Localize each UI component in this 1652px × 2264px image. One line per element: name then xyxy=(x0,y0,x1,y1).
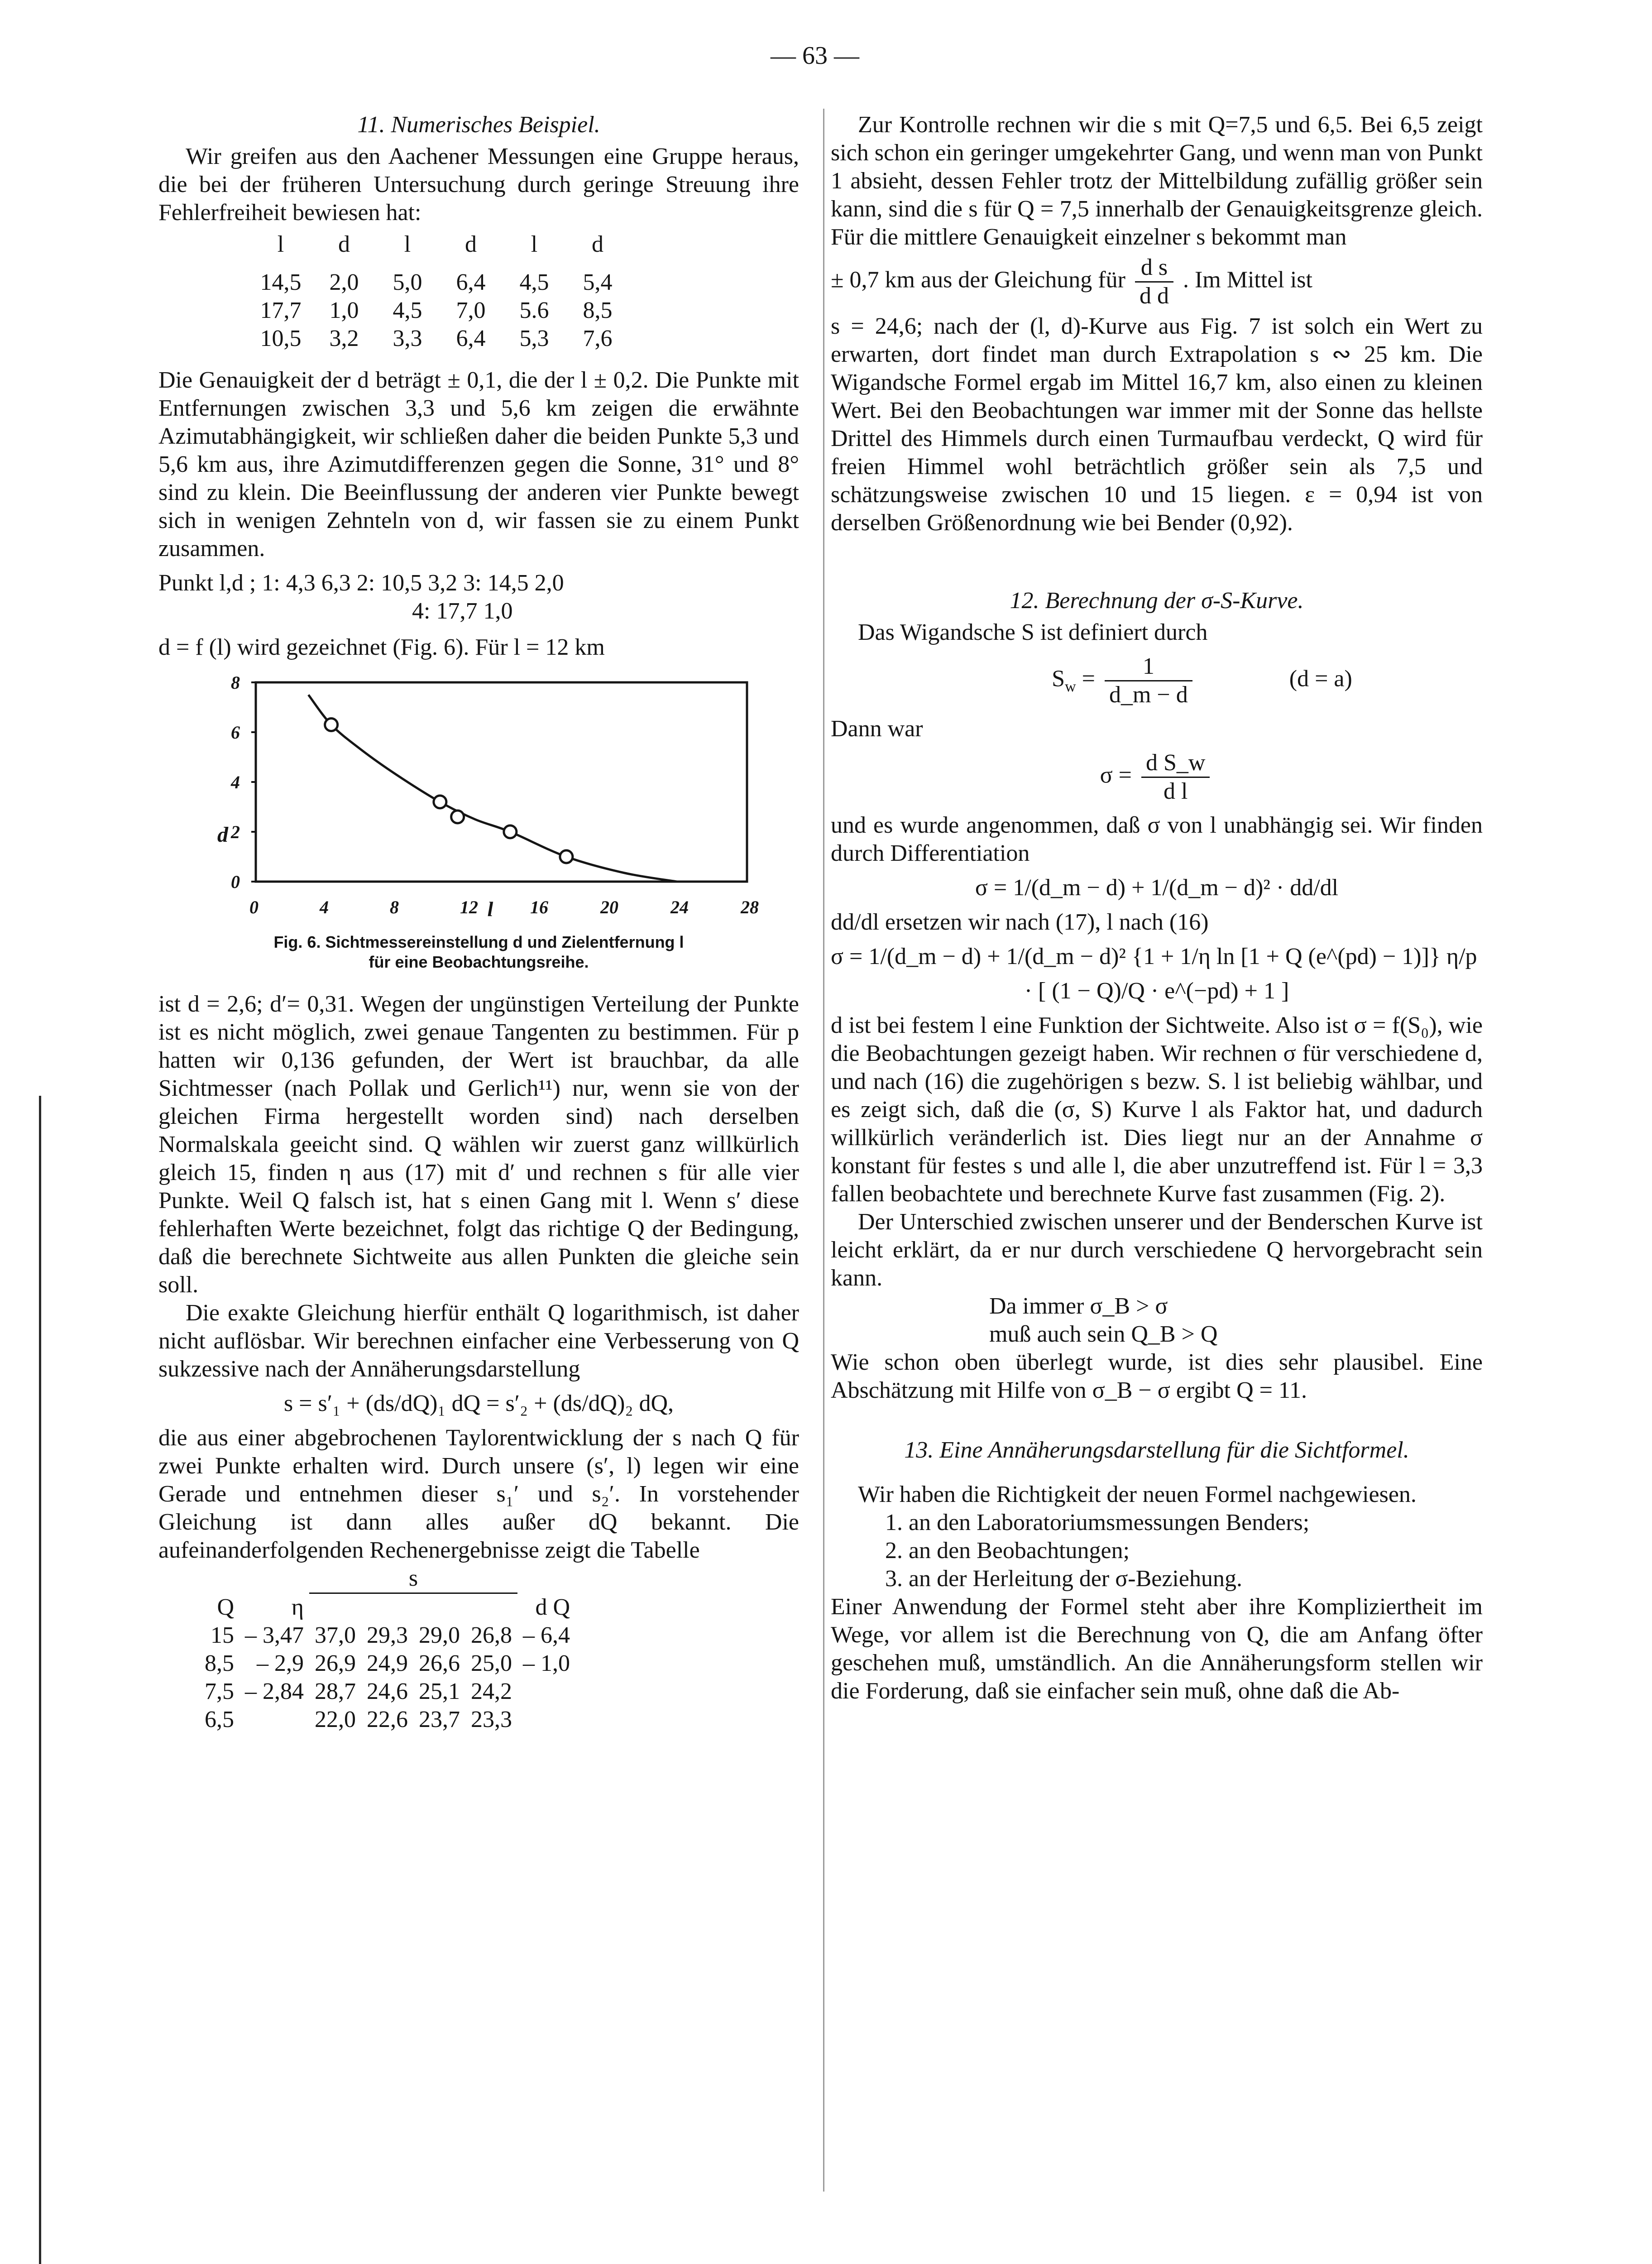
list-item: 1. an den Laboratoriumsmessungen Benders; xyxy=(885,1510,1310,1535)
paragraph: Wie schon oben überlegt wurde, ist dies sehr plausibel. Eine Abschätzung mit Hilfe von σ_B − σ ergibt Q = 11. xyxy=(831,1349,1483,1403)
page-number: — 63 — xyxy=(771,42,859,70)
paragraph: Der Unterschied zwischen unserer und der Benderschen Kurve ist leicht erklärt, da er nur durch verschiedene Q hervorgebracht sein kann. xyxy=(831,1209,1483,1291)
x-tick-label: 8 xyxy=(390,897,399,917)
table-cell: 5,0 xyxy=(393,269,422,295)
table-cell: 4,5 xyxy=(393,297,422,323)
table-cell: 28,7 xyxy=(315,1678,356,1704)
fraction-denominator: d d xyxy=(1139,283,1169,309)
paragraph: Die Genauigkeit der d beträgt ± 0,1, die der l ± 0,2. Die Punkte mit Entfernungen zwischen 3,3 und 5,6 km zeigen die erwähnte Azimutabhängigkeit, wir schließen daher die beiden Punkte 5,3 und 5,6 km aus, ihre Azimutdifferenzen gegen die Sonne, 31° und 8° sind zu klein. Die Beeinflussung der anderen vier Punkte bewegt sich in wenigen Zehnteln von d, wir fassen sie zu einem Punkt zusammen. xyxy=(158,367,799,561)
table-header: d xyxy=(592,231,603,257)
paragraph: die aus einer abgebrochenen Taylorentwicklung der s nach Q für zwei Punkte erhalten wird. Durch unsere (s′, l) legen wir eine Gerade und entnehmen dieser s₁′ und s₂′. In vorstehender Gleichung ist dann alles außer dQ bekannt. Die aufeinanderfolgenden Rechenergebnisse zeigt die Tabelle xyxy=(158,1425,799,1563)
table-cell: – 2,84 xyxy=(245,1678,304,1704)
table-cell: 17,7 xyxy=(260,297,302,323)
table-cell: 24,9 xyxy=(367,1650,408,1676)
paragraph: d ist bei festem l eine Funktion der Sichtweite. Also ist σ = f(S₀), wie die Beobachtungen gezeigt haben. Wir rechnen σ für verschiedene d, und nach (16) die zugehörigen s bezw. S. l ist beliebig wählbar, und es zeigt sich, daß die (σ, S) Kurve l als Faktor hat, und dadurch willkürlich veränderlich ist. Dies liegt nur an der Annahme σ konstant für festes s und alle l, die aber unzutreffend ist. Für l = 3,3 fallen beobachtete und berechnete Kurve fast zusammen (Fig. 2). xyxy=(831,1012,1483,1207)
figure-caption xyxy=(158,932,799,972)
table-row xyxy=(199,1621,575,1650)
equation-line: Da immer σ_B > σ xyxy=(989,1293,1168,1319)
paragraph: Wir greifen aus den Aachener Messungen eine Gruppe heraus, die bei der früheren Untersuchung durch geringe Streuung ihre Fehlerfreiheit bewiesen hat: xyxy=(158,144,799,225)
x-tick-label: 28 xyxy=(741,897,759,917)
scan-edge xyxy=(39,1096,41,2264)
equation-sigma-full-2: · [ (1 − Q)/Q · e^(−pd) + 1 ] xyxy=(1024,978,1289,1004)
table-header: d xyxy=(465,231,477,257)
table-cell xyxy=(517,1706,575,1734)
x-tick-label: 20 xyxy=(600,897,618,917)
table-header: l xyxy=(404,231,411,257)
paragraph: Wir haben die Richtigkeit der neuen Formel nachgewiesen. xyxy=(858,1482,1417,1507)
table-header: η xyxy=(291,1594,304,1620)
table-cell: 29,3 xyxy=(367,1622,408,1648)
table-cell: 24,2 xyxy=(471,1678,512,1704)
paragraph: d = f (l) wird gezeichnet (Fig. 6). Für l = 12 km xyxy=(158,634,605,660)
table-cell: 15 xyxy=(211,1622,234,1648)
table-cell: 29,0 xyxy=(419,1622,460,1648)
table-cell: 25,1 xyxy=(419,1678,460,1704)
table-header-row xyxy=(199,1593,575,1621)
table-cell: – 2,9 xyxy=(257,1650,304,1676)
table-cell: – 6,4 xyxy=(523,1622,570,1648)
table-cell: 7,5 xyxy=(205,1678,234,1704)
data-point xyxy=(504,825,517,838)
paragraph: Das Wigandsche S ist definiert durch xyxy=(858,619,1208,645)
fraction-numerator: 1 xyxy=(1105,653,1192,681)
table-cell: 3,2 xyxy=(329,326,359,351)
fraction xyxy=(1105,653,1192,709)
y-tick-label: 0 xyxy=(231,872,240,892)
data-point xyxy=(560,850,573,863)
table-cell: 6,4 xyxy=(456,269,486,295)
table-row xyxy=(249,269,629,297)
column-divider xyxy=(823,109,824,2192)
table-cell: 8,5 xyxy=(205,1650,234,1676)
eq-note: (d = a) xyxy=(1289,666,1352,692)
table-row xyxy=(199,1706,575,1734)
table-cell: – 3,47 xyxy=(245,1622,304,1648)
plot-frame xyxy=(256,682,747,882)
section-13-title: 13. Eine Annäherungsdarstellung für die Sichtformel. xyxy=(904,1437,1409,1463)
table-cell: 26,8 xyxy=(471,1622,512,1648)
point-list-line: Punkt l,d ; 1: 4,3 6,3 2: 10,5 3,2 3: 14,5 2,0 xyxy=(158,570,564,596)
table-row xyxy=(199,1678,575,1706)
column-group-header: s xyxy=(309,1564,517,1593)
table-header: l xyxy=(277,231,284,257)
equation-sigma: σ = $\frac{\text{d S\_w}}{\text{d l}}$ xyxy=(831,749,1483,805)
table-cell: 5,3 xyxy=(519,326,549,351)
table-cell: 14,5 xyxy=(260,269,302,295)
results-table xyxy=(199,1564,575,1734)
x-tick-label: 24 xyxy=(670,897,689,917)
table-cell: 4,5 xyxy=(519,269,549,295)
table-cell xyxy=(517,1678,575,1706)
eq-subscript: w xyxy=(1065,678,1076,695)
table-cell: 10,5 xyxy=(260,326,302,351)
x-tick-label: 12 xyxy=(460,897,478,917)
table-header: d Q xyxy=(535,1594,570,1620)
table-cell: 5,4 xyxy=(583,269,613,295)
equation-line: muß auch sein Q_B > Q xyxy=(989,1321,1218,1347)
y-tick-label: 4 xyxy=(231,772,240,792)
caption-line: für eine Beobachtungsreihe. xyxy=(369,953,589,971)
paragraph: Einer Anwendung der Formel steht aber ihre Kompliziertheit im Wege, vor allem ist die Berechnung von Q, die am Anfang öfter geschehen muß, umständlich. An die Annäherungsform stellen wir die Forderung, daß sie einfacher sein muß, ohne daß die Ab- xyxy=(831,1594,1483,1704)
x-tick-label: 16 xyxy=(530,897,548,917)
equation-sigma-full: σ = 1/(d_m − d) + 1/(d_m − d)² {1 + 1/η ln [1 + Q (e^(pd) − 1)]} η/p xyxy=(831,944,1477,969)
table-row xyxy=(199,1650,575,1678)
table-row xyxy=(249,325,629,353)
text-span: ± 0,7 km aus der Gleichung für xyxy=(831,267,1125,293)
section-11-title: 11. Numerisches Beispiel. xyxy=(357,112,600,138)
table-header: d xyxy=(338,231,350,257)
table-header-row xyxy=(249,230,629,259)
table-header: Q xyxy=(217,1594,234,1620)
x-tick-label: 0 xyxy=(249,897,259,917)
y-axis-label: d xyxy=(217,823,228,847)
y-tick-label: 2 xyxy=(231,822,240,842)
figure-6 xyxy=(158,664,799,927)
table-header: l xyxy=(531,231,538,257)
fraction-denominator: d l xyxy=(1163,778,1188,804)
data-point xyxy=(451,811,464,823)
table-cell: 6,4 xyxy=(456,326,486,351)
paragraph: dd/dl ersetzen wir nach (17), l nach (16) xyxy=(831,909,1209,935)
y-tick-label: 8 xyxy=(231,672,240,693)
table-cell: 22,0 xyxy=(315,1706,356,1732)
fraction xyxy=(1141,749,1210,805)
caption-line: Fig. 6. Sichtmessereinstellung d und Zielentfernung l xyxy=(273,933,684,951)
equation-sw: $S_w$ = $\frac{1}{d\_m - d}$ (d = a) xyxy=(1052,653,1352,708)
fit-curve xyxy=(308,695,677,882)
table-cell: 5.6 xyxy=(519,297,549,323)
y-tick-label: 6 xyxy=(231,722,240,743)
x-axis-label: l xyxy=(487,897,493,921)
equation-sigma-derivative: σ = 1/(d_m − d) + 1/(d_m − d)² · dd/dl xyxy=(975,875,1339,901)
point-list-line: 4: 17,7 1,0 xyxy=(412,598,513,624)
paragraph: Dann war xyxy=(831,716,923,742)
fraction xyxy=(1135,254,1173,310)
table-cell: 25,0 xyxy=(471,1650,512,1676)
measurement-table xyxy=(249,230,629,353)
paragraph: und es wurde angenommen, daß σ von l unabhängig sei. Wir finden durch Differentiation xyxy=(831,812,1483,866)
right-column xyxy=(831,111,1483,1705)
table-cell: 22,6 xyxy=(367,1706,408,1732)
paragraph: s = 24,6; nach der (l, d)-Kurve aus Fig. 7 ist solch ein Wert zu erwarten, dort findet man durch Extrapolation s ∾ 25 km. Die Wigandsche Formel ergab im Mittel 16,7 km, also einen zu kleinen Wert. Bei den Beobachtungen war immer mit der Sonne das hellste Drittel des Himmels durch einen Turmaufbau verdeckt, Q wird für freien Himmel wohl beträchtlich größer sein als 7,5 und schätzungsweise zwischen 10 und 15 liegen. ε = 0,94 ist von derselben Größenordnung wie bei Bender (0,92). xyxy=(831,313,1483,536)
table-cell: 2,0 xyxy=(329,269,359,295)
list-item: 3. an der Herleitung der σ-Beziehung. xyxy=(885,1566,1242,1592)
table-cell: 23,7 xyxy=(419,1706,460,1732)
table-cell: 7,6 xyxy=(583,326,613,351)
table-cell: 37,0 xyxy=(315,1622,356,1648)
paragraph: Die exakte Gleichung hierfür enthält Q logarithmisch, ist daher nicht auflösbar. Wir berechnen einfacher eine Verbesserung von Q sukzessive nach der Annäherungsdarstellung xyxy=(158,1300,799,1382)
data-point xyxy=(325,719,338,731)
left-column xyxy=(158,111,799,1734)
section-12-title: 12. Berechnung der σ-S-Kurve. xyxy=(1010,588,1304,614)
fraction-numerator: d S_w xyxy=(1141,749,1210,778)
table-cell: 3,3 xyxy=(393,326,422,351)
text-span: . Im Mittel ist xyxy=(1183,267,1312,293)
table-cell xyxy=(239,1706,309,1734)
fraction-denominator: d_m − d xyxy=(1109,682,1188,708)
table-cell: 24,6 xyxy=(367,1678,408,1704)
paragraph: Zur Kontrolle rechnen wir die s mit Q=7,5 und 6,5. Bei 6,5 zeigt sich schon ein geringer umgekehrter Gang, und wenn man von Punkt 1 absieht, dessen Fehler trotz der Mittelbildung zufällig größer sein kann, sind die s für Q = 7,5 innerhalb der Genauigkeitsgrenze gleich. Für die mittlere Genauigkeit einzelner s bekommt man xyxy=(831,112,1483,250)
equation-line xyxy=(831,254,1483,310)
table-cell: 7,0 xyxy=(456,297,486,323)
table-row xyxy=(249,297,629,325)
table-cell: 23,3 xyxy=(471,1706,512,1732)
table-cell: 8,5 xyxy=(583,297,613,323)
equation-taylor: s = s′₁ + (ds/dQ)₁ dQ = s′₂ + (ds/dQ)₂ dQ, xyxy=(283,1391,674,1416)
table-cell: 6,5 xyxy=(205,1706,234,1732)
list-item: 2. an den Beobachtungen; xyxy=(885,1538,1130,1564)
chart-svg xyxy=(158,664,799,927)
x-tick-label: 4 xyxy=(320,897,329,917)
eq-symbol: S xyxy=(1052,666,1065,692)
data-point xyxy=(434,796,446,808)
paragraph: ist d = 2,6; d′= 0,31. Wegen der ungünstigen Verteilung der Punkte ist es nicht möglich, zwei genaue Tangenten zu bestimmen. Für p hatten wir 0,136 gefunden, der Wert ist brauchbar, da alle Sichtmesser (nach Pollak und Gerlich¹¹) nur, wenn sie von der gleichen Firma hergestellt worden sind) nach derselben Normalskala geeicht sind. Q wählen wir zuerst ganz willkürlich gleich 15, finden η aus (17) mit d′ und rechnen s für alle vier Punkte. Weil Q falsch ist, hat s einen Gang mit l. Wenn s′ diese fehlerhaften Werte bezeichnet, folgt das richtige Q der Bedingung, daß die berechnete Sichtweite aus allen Punkten die gleiche sein soll. xyxy=(158,991,799,1298)
table-cell: – 1,0 xyxy=(523,1650,570,1676)
table-cell: 26,9 xyxy=(315,1650,356,1676)
table-cell: 1,0 xyxy=(329,297,359,323)
fraction-numerator: d s xyxy=(1135,254,1173,283)
table-cell: 26,6 xyxy=(419,1650,460,1676)
